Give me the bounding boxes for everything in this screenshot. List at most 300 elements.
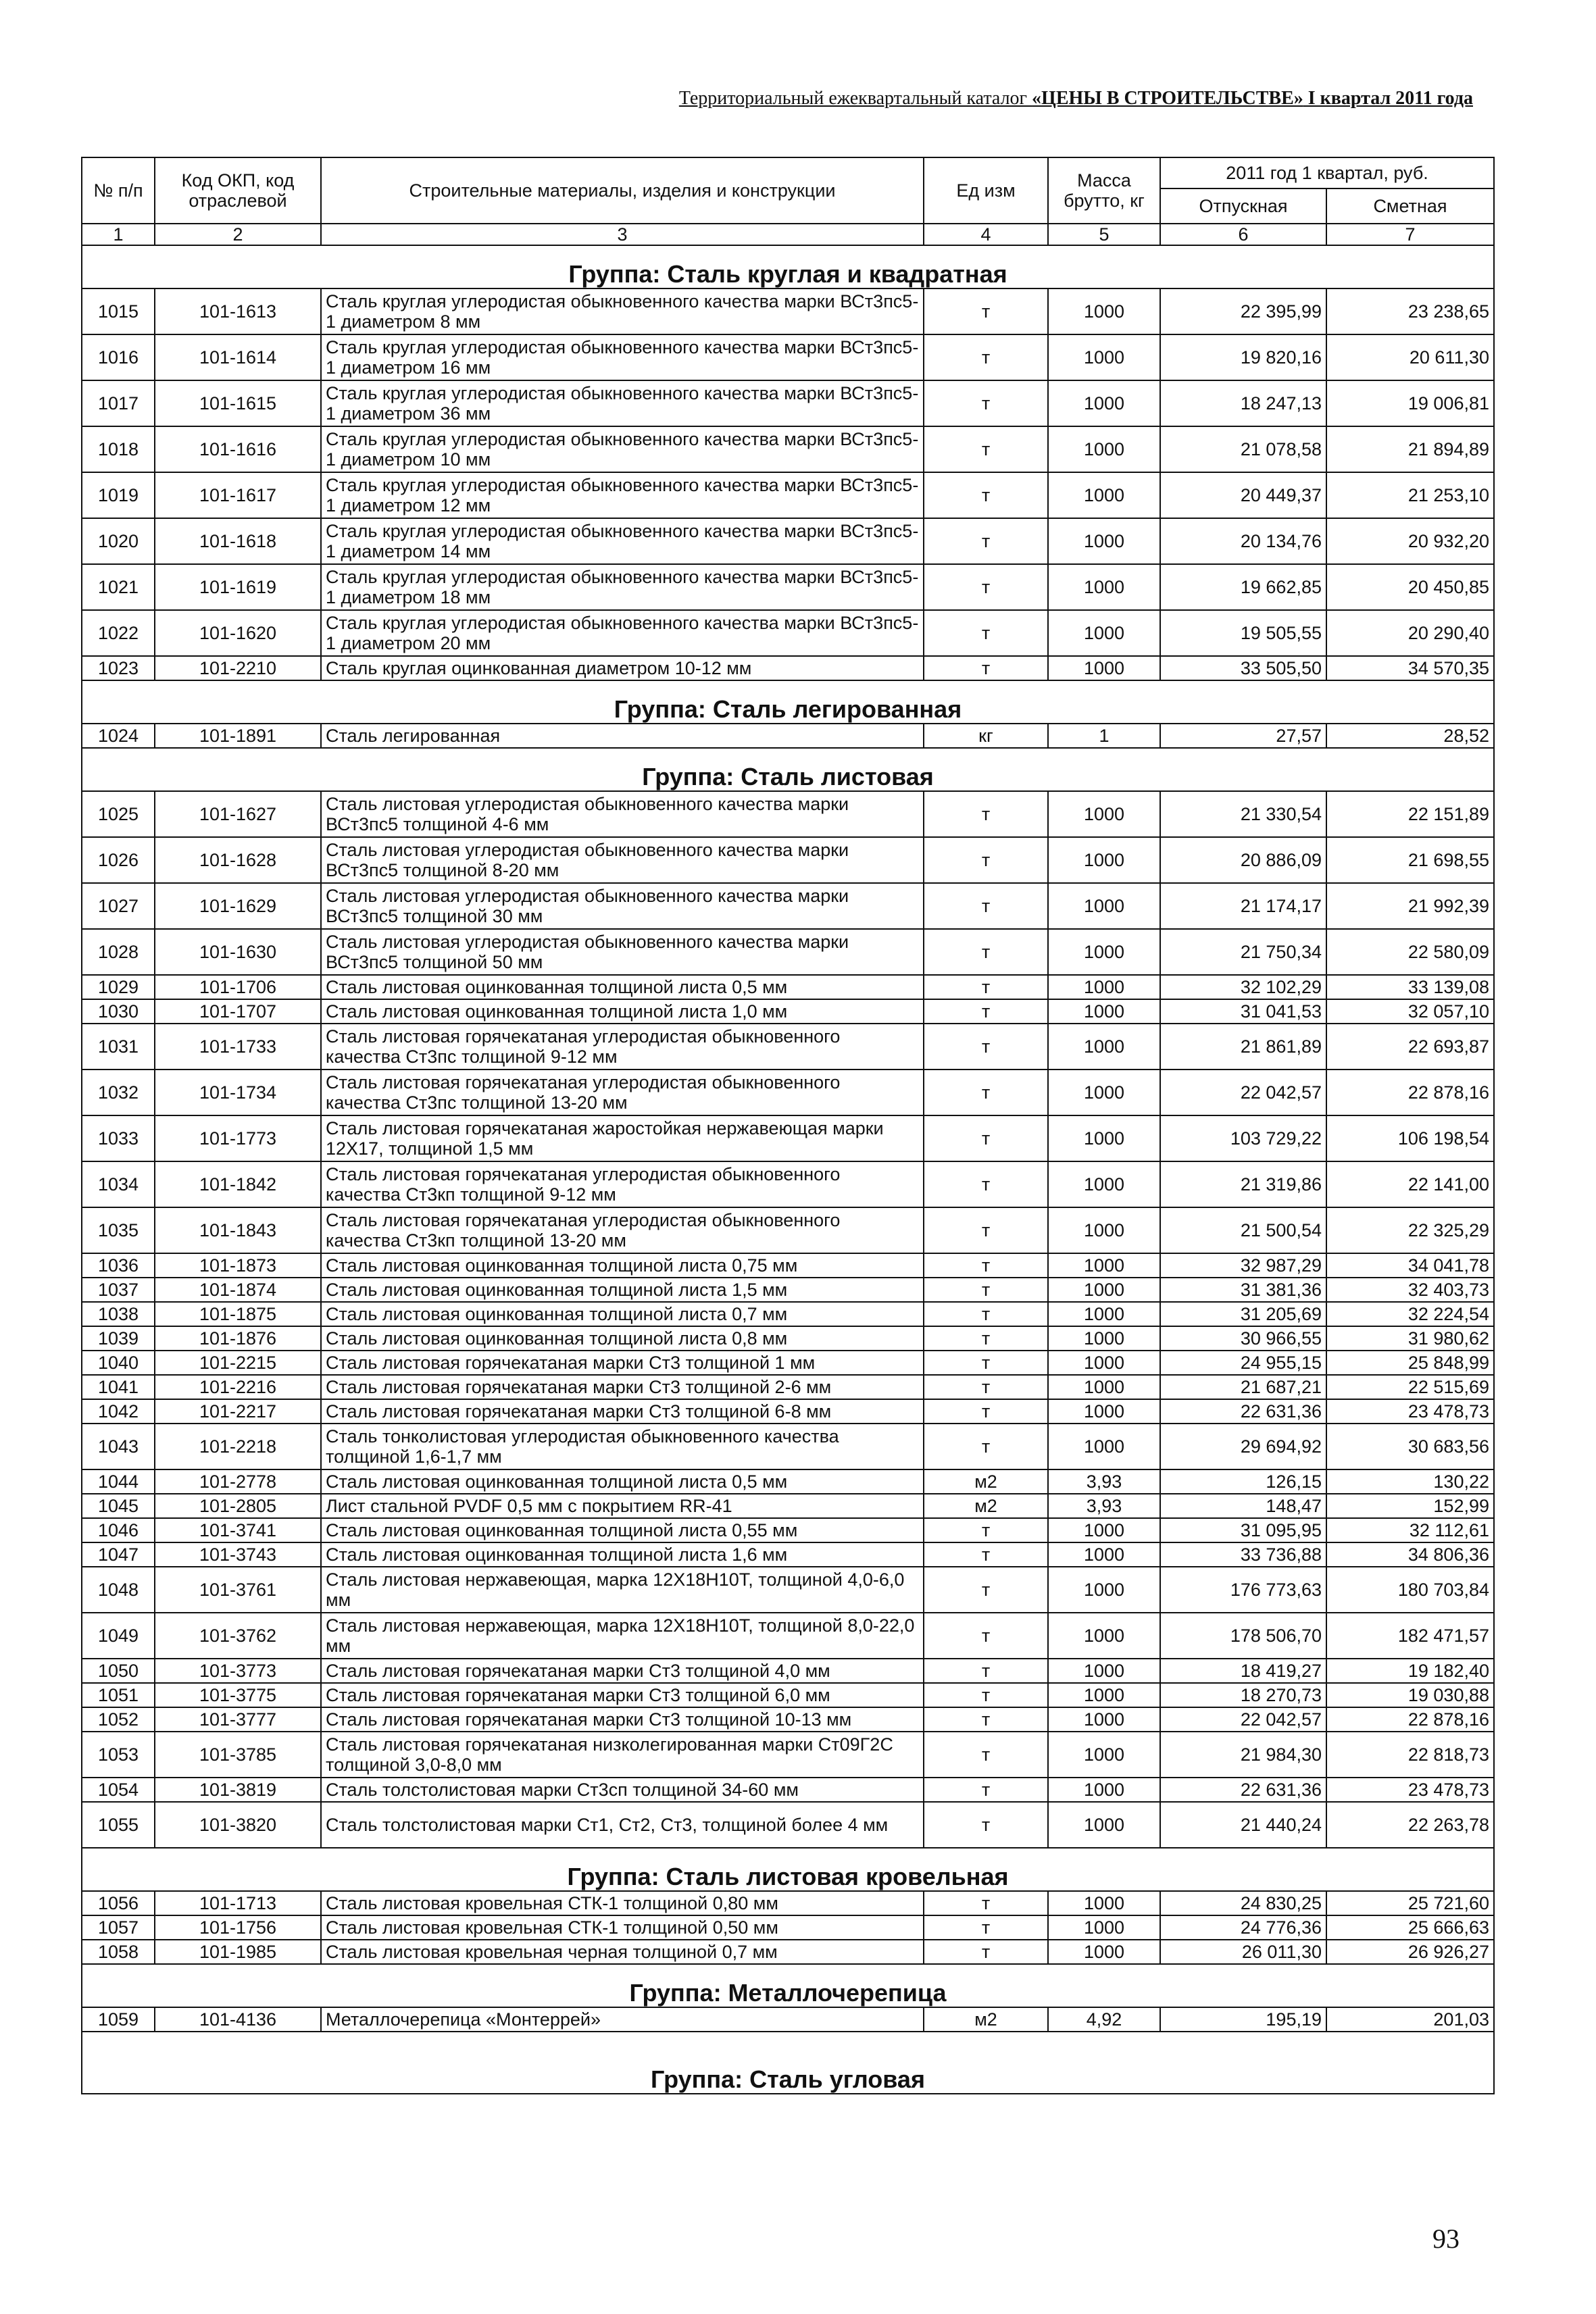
okp-code: 101-1706 [155, 975, 321, 999]
row-number: 1038 [82, 1302, 155, 1326]
release-price: 33 736,88 [1160, 1542, 1326, 1567]
table-row [82, 334, 1494, 380]
okp-code: 101-1873 [155, 1253, 321, 1278]
okp-code: 101-1613 [155, 288, 321, 334]
unit-of-measure: т [924, 610, 1048, 656]
release-price: 33 505,50 [1160, 656, 1326, 680]
row-number: 1040 [82, 1351, 155, 1375]
gross-mass: 1000 [1048, 1567, 1160, 1613]
okp-code: 101-1615 [155, 380, 321, 426]
table-row [82, 1683, 1494, 1707]
estimate-price: 34 806,36 [1326, 1542, 1494, 1567]
row-number: 1016 [82, 334, 155, 380]
estimate-price: 23 478,73 [1326, 1399, 1494, 1424]
estimate-price: 22 818,73 [1326, 1732, 1494, 1778]
gross-mass: 1000 [1048, 1915, 1160, 1940]
estimate-price: 20 450,85 [1326, 564, 1494, 610]
table-row [82, 1115, 1494, 1161]
estimate-price: 30 683,56 [1326, 1424, 1494, 1469]
gross-mass: 1000 [1048, 1802, 1160, 1848]
row-number: 1048 [82, 1567, 155, 1613]
row-number: 1059 [82, 2007, 155, 2032]
material-name: Сталь листовая оцинкованная толщиной листа 0,55 мм [321, 1518, 924, 1542]
okp-code: 101-1628 [155, 837, 321, 883]
gross-mass: 1000 [1048, 883, 1160, 929]
row-number: 1019 [82, 472, 155, 518]
unit-of-measure: м2 [924, 2007, 1048, 2032]
row-number: 1024 [82, 724, 155, 748]
unit-of-measure: т [924, 288, 1048, 334]
estimate-price: 22 878,16 [1326, 1707, 1494, 1732]
table-body [82, 245, 1494, 2094]
gross-mass: 1000 [1048, 1253, 1160, 1278]
row-number: 1050 [82, 1659, 155, 1683]
table-row [82, 1567, 1494, 1613]
group-row [82, 680, 1494, 724]
row-number: 1039 [82, 1326, 155, 1351]
unit-of-measure: т [924, 883, 1048, 929]
release-price: 195,19 [1160, 2007, 1326, 2032]
table-row [82, 1659, 1494, 1683]
okp-code: 101-2216 [155, 1375, 321, 1399]
table-row [82, 1302, 1494, 1326]
release-price: 148,47 [1160, 1494, 1326, 1518]
table-row [82, 1424, 1494, 1469]
okp-code: 101-1985 [155, 1940, 321, 1964]
estimate-price: 22 263,78 [1326, 1802, 1494, 1848]
material-name: Сталь листовая оцинкованная толщиной листа 0,5 мм [321, 975, 924, 999]
table-row [82, 656, 1494, 680]
okp-code: 101-4136 [155, 2007, 321, 2032]
okp-code: 101-1891 [155, 724, 321, 748]
unit-of-measure: т [924, 1375, 1048, 1399]
estimate-price: 23 478,73 [1326, 1778, 1494, 1802]
material-name: Сталь круглая углеродистая обыкновенного качества марки ВСт3пс5-1 диаметром 10 мм [321, 426, 924, 472]
gross-mass: 1000 [1048, 518, 1160, 564]
table-row [82, 2007, 1494, 2032]
release-price: 19 505,55 [1160, 610, 1326, 656]
estimate-price: 20 290,40 [1326, 610, 1494, 656]
gross-mass: 1000 [1048, 1613, 1160, 1659]
row-number: 1055 [82, 1802, 155, 1848]
material-name: Сталь листовая горячекатаная марки Ст3 толщиной 6,0 мм [321, 1683, 924, 1707]
material-name: Сталь тонколистовая углеродистая обыкновенного качества толщиной 1,6-1,7 мм [321, 1424, 924, 1469]
table-row [82, 472, 1494, 518]
estimate-price: 32 112,61 [1326, 1518, 1494, 1542]
gross-mass: 1000 [1048, 288, 1160, 334]
unit-of-measure: т [924, 334, 1048, 380]
material-name: Сталь листовая оцинкованная толщиной листа 0,5 мм [321, 1469, 924, 1494]
table-row [82, 1469, 1494, 1494]
unit-of-measure: т [924, 1732, 1048, 1778]
gross-mass: 1000 [1048, 610, 1160, 656]
group-title: Группа: Сталь листовая [82, 748, 1494, 791]
gross-mass: 1000 [1048, 656, 1160, 680]
okp-code: 101-1616 [155, 426, 321, 472]
group-title: Группа: Сталь круглая и квадратная [82, 245, 1494, 288]
unit-of-measure: т [924, 656, 1048, 680]
release-price: 24 830,25 [1160, 1891, 1326, 1915]
table-row [82, 1915, 1494, 1940]
unit-of-measure: т [924, 837, 1048, 883]
okp-code: 101-1630 [155, 929, 321, 975]
okp-code: 101-1733 [155, 1024, 321, 1070]
okp-code: 101-1734 [155, 1070, 321, 1115]
row-number: 1031 [82, 1024, 155, 1070]
unit-of-measure: м2 [924, 1494, 1048, 1518]
release-price: 21 861,89 [1160, 1024, 1326, 1070]
estimate-price: 26 926,27 [1326, 1940, 1494, 1964]
material-name: Сталь круглая углеродистая обыкновенного качества марки ВСт3пс5-1 диаметром 18 мм [321, 564, 924, 610]
table-row [82, 1326, 1494, 1351]
release-price: 19 662,85 [1160, 564, 1326, 610]
estimate-price: 21 894,89 [1326, 426, 1494, 472]
group-title: Группа: Сталь угловая [82, 2032, 1494, 2094]
estimate-price: 152,99 [1326, 1494, 1494, 1518]
estimate-price: 180 703,84 [1326, 1567, 1494, 1613]
release-price: 22 631,36 [1160, 1778, 1326, 1802]
row-number: 1054 [82, 1778, 155, 1802]
unit-of-measure: т [924, 1659, 1048, 1683]
okp-code: 101-1875 [155, 1302, 321, 1326]
okp-code: 101-3761 [155, 1567, 321, 1613]
table-row [82, 288, 1494, 334]
gross-mass: 1000 [1048, 1424, 1160, 1469]
okp-code: 101-1627 [155, 791, 321, 837]
gross-mass: 1000 [1048, 334, 1160, 380]
material-name: Сталь листовая оцинкованная толщиной листа 0,7 мм [321, 1302, 924, 1326]
estimate-price: 130,22 [1326, 1469, 1494, 1494]
release-price: 21 078,58 [1160, 426, 1326, 472]
okp-code: 101-1773 [155, 1115, 321, 1161]
release-price: 20 886,09 [1160, 837, 1326, 883]
unit-of-measure: т [924, 1161, 1048, 1207]
unit-of-measure: т [924, 1778, 1048, 1802]
row-number: 1026 [82, 837, 155, 883]
estimate-price: 32 057,10 [1326, 999, 1494, 1024]
table-row [82, 518, 1494, 564]
estimate-price: 19 182,40 [1326, 1659, 1494, 1683]
release-price: 21 319,86 [1160, 1161, 1326, 1207]
unit-of-measure: т [924, 1518, 1048, 1542]
row-number: 1022 [82, 610, 155, 656]
header-catalog-title: «ЦЕНЫ В СТРОИТЕЛЬСТВЕ» [1032, 88, 1303, 109]
gross-mass: 1000 [1048, 1683, 1160, 1707]
table-row [82, 1278, 1494, 1302]
material-name: Сталь листовая горячекатаная марки Ст3 толщиной 4,0 мм [321, 1659, 924, 1683]
okp-code: 101-1614 [155, 334, 321, 380]
page-number: 93 [1432, 2223, 1460, 2254]
unit-of-measure: т [924, 1915, 1048, 1940]
material-name: Сталь листовая кровельная черная толщиной 0,7 мм [321, 1940, 924, 1964]
column-index: 5 [1048, 224, 1160, 245]
material-name: Металлочерепица «Монтеррей» [321, 2007, 924, 2032]
unit-of-measure: т [924, 1326, 1048, 1351]
row-number: 1034 [82, 1161, 155, 1207]
table-row [82, 1024, 1494, 1070]
gross-mass: 1000 [1048, 1940, 1160, 1964]
gross-mass: 1000 [1048, 929, 1160, 975]
estimate-price: 22 325,29 [1326, 1207, 1494, 1253]
release-price: 21 750,34 [1160, 929, 1326, 975]
okp-code: 101-3741 [155, 1518, 321, 1542]
gross-mass: 1000 [1048, 1070, 1160, 1115]
okp-code: 101-1619 [155, 564, 321, 610]
release-price: 19 820,16 [1160, 334, 1326, 380]
material-name: Сталь листовая горячекатаная марки Ст3 толщиной 6-8 мм [321, 1399, 924, 1424]
gross-mass: 3,93 [1048, 1469, 1160, 1494]
unit-of-measure: т [924, 1567, 1048, 1613]
unit-of-measure: т [924, 1399, 1048, 1424]
estimate-price: 21 253,10 [1326, 472, 1494, 518]
estimate-price: 23 238,65 [1326, 288, 1494, 334]
table-row [82, 1161, 1494, 1207]
row-number: 1049 [82, 1613, 155, 1659]
material-name: Сталь листовая оцинкованная толщиной листа 0,75 мм [321, 1253, 924, 1278]
table-row [82, 883, 1494, 929]
table-row [82, 837, 1494, 883]
release-price: 178 506,70 [1160, 1613, 1326, 1659]
row-number: 1041 [82, 1375, 155, 1399]
estimate-price: 22 580,09 [1326, 929, 1494, 975]
column-index: 3 [321, 224, 924, 245]
material-name: Сталь листовая оцинкованная толщиной листа 1,6 мм [321, 1542, 924, 1567]
unit-of-measure: т [924, 518, 1048, 564]
header-code: Код ОКП, код отраслевой [155, 157, 321, 224]
material-name: Сталь легированная [321, 724, 924, 748]
okp-code: 101-2805 [155, 1494, 321, 1518]
table-row [82, 1613, 1494, 1659]
material-name: Сталь листовая горячекатаная марки Ст3 толщиной 2-6 мм [321, 1375, 924, 1399]
release-price: 22 395,99 [1160, 288, 1326, 334]
release-price: 24 955,15 [1160, 1351, 1326, 1375]
estimate-price: 33 139,08 [1326, 975, 1494, 999]
material-name: Сталь круглая углеродистая обыкновенного качества марки ВСт3пс5-1 диаметром 16 мм [321, 334, 924, 380]
material-name: Сталь листовая горячекатаная углеродистая обыкновенного качества Ст3пс толщиной 13-20 мм [321, 1070, 924, 1115]
okp-code: 101-3775 [155, 1683, 321, 1707]
row-number: 1025 [82, 791, 155, 837]
release-price: 21 330,54 [1160, 791, 1326, 837]
okp-code: 101-1876 [155, 1326, 321, 1351]
gross-mass: 1000 [1048, 791, 1160, 837]
unit-of-measure: т [924, 929, 1048, 975]
estimate-price: 34 041,78 [1326, 1253, 1494, 1278]
material-name: Сталь листовая оцинкованная толщиной листа 1,5 мм [321, 1278, 924, 1302]
estimate-price: 25 848,99 [1326, 1351, 1494, 1375]
unit-of-measure: т [924, 1940, 1048, 1964]
okp-code: 101-3820 [155, 1802, 321, 1848]
unit-of-measure: т [924, 1115, 1048, 1161]
header-num: № п/п [82, 157, 155, 224]
row-number: 1044 [82, 1469, 155, 1494]
estimate-price: 20 932,20 [1326, 518, 1494, 564]
estimate-price: 22 515,69 [1326, 1375, 1494, 1399]
row-number: 1036 [82, 1253, 155, 1278]
estimate-price: 22 878,16 [1326, 1070, 1494, 1115]
gross-mass: 1000 [1048, 1351, 1160, 1375]
row-number: 1021 [82, 564, 155, 610]
group-row [82, 2032, 1494, 2094]
group-row [82, 1848, 1494, 1891]
estimate-price: 201,03 [1326, 2007, 1494, 2032]
release-price: 21 687,21 [1160, 1375, 1326, 1399]
header-name: Строительные материалы, изделия и конструкции [321, 157, 924, 224]
material-name: Лист стальной PVDF 0,5 мм с покрытием RR-41 [321, 1494, 924, 1518]
row-number: 1030 [82, 999, 155, 1024]
gross-mass: 1000 [1048, 1542, 1160, 1567]
unit-of-measure: т [924, 1613, 1048, 1659]
release-price: 18 247,13 [1160, 380, 1326, 426]
gross-mass: 1000 [1048, 1161, 1160, 1207]
group-row [82, 748, 1494, 791]
table-row [82, 1375, 1494, 1399]
okp-code: 101-1874 [155, 1278, 321, 1302]
row-number: 1052 [82, 1707, 155, 1732]
table-row [82, 1253, 1494, 1278]
release-price: 29 694,92 [1160, 1424, 1326, 1469]
material-name: Сталь листовая углеродистая обыкновенного качества марки ВСт3пс5 толщиной 8-20 мм [321, 837, 924, 883]
unit-of-measure: т [924, 1891, 1048, 1915]
row-number: 1029 [82, 975, 155, 999]
okp-code: 101-3762 [155, 1613, 321, 1659]
release-price: 21 984,30 [1160, 1732, 1326, 1778]
release-price: 26 011,30 [1160, 1940, 1326, 1964]
release-price: 20 449,37 [1160, 472, 1326, 518]
gross-mass: 1000 [1048, 1278, 1160, 1302]
gross-mass: 4,92 [1048, 2007, 1160, 2032]
row-number: 1046 [82, 1518, 155, 1542]
row-number: 1043 [82, 1424, 155, 1469]
row-number: 1047 [82, 1542, 155, 1567]
okp-code: 101-2215 [155, 1351, 321, 1375]
release-price: 21 500,54 [1160, 1207, 1326, 1253]
estimate-price: 32 403,73 [1326, 1278, 1494, 1302]
price-table [81, 157, 1495, 2094]
table-row [82, 610, 1494, 656]
material-name: Сталь листовая нержавеющая, марка 12Х18Н10Т, толщиной 8,0-22,0 мм [321, 1613, 924, 1659]
material-name: Сталь листовая горячекатаная углеродистая обыкновенного качества Ст3кп толщиной 13-20 мм [321, 1207, 924, 1253]
header-prefix: Территориальный ежеквартальный каталог [678, 88, 1032, 109]
unit-of-measure: т [924, 1070, 1048, 1115]
table-row [82, 1070, 1494, 1115]
gross-mass: 1000 [1048, 1732, 1160, 1778]
material-name: Сталь листовая углеродистая обыкновенного качества марки ВСт3пс5 толщиной 50 мм [321, 929, 924, 975]
material-name: Сталь листовая кровельная СТК-1 толщиной 0,80 мм [321, 1891, 924, 1915]
material-name: Сталь круглая углеродистая обыкновенного качества марки ВСт3пс5-1 диаметром 14 мм [321, 518, 924, 564]
gross-mass: 1 [1048, 724, 1160, 748]
okp-code: 101-2217 [155, 1399, 321, 1424]
table-row [82, 929, 1494, 975]
release-price: 32 987,29 [1160, 1253, 1326, 1278]
material-name: Сталь листовая углеродистая обыкновенного качества марки ВСт3пс5 толщиной 30 мм [321, 883, 924, 929]
gross-mass: 1000 [1048, 380, 1160, 426]
estimate-price: 20 611,30 [1326, 334, 1494, 380]
release-price: 21 440,24 [1160, 1802, 1326, 1848]
material-name: Сталь листовая углеродистая обыкновенного качества марки ВСт3пс5 толщиной 4-6 мм [321, 791, 924, 837]
column-index: 2 [155, 224, 321, 245]
gross-mass: 1000 [1048, 472, 1160, 518]
okp-code: 101-3773 [155, 1659, 321, 1683]
column-index: 4 [924, 224, 1048, 245]
estimate-price: 106 198,54 [1326, 1115, 1494, 1161]
row-number: 1027 [82, 883, 155, 929]
table-row [82, 1778, 1494, 1802]
material-name: Сталь круглая углеродистая обыкновенного качества марки ВСт3пс5-1 диаметром 20 мм [321, 610, 924, 656]
gross-mass: 1000 [1048, 564, 1160, 610]
estimate-price: 182 471,57 [1326, 1613, 1494, 1659]
table-row [82, 1518, 1494, 1542]
gross-mass: 1000 [1048, 1778, 1160, 1802]
okp-code: 101-3785 [155, 1732, 321, 1778]
row-number: 1056 [82, 1891, 155, 1915]
material-name: Сталь листовая оцинкованная толщиной листа 0,8 мм [321, 1326, 924, 1351]
gross-mass: 1000 [1048, 975, 1160, 999]
release-price: 31 205,69 [1160, 1302, 1326, 1326]
okp-code: 101-3777 [155, 1707, 321, 1732]
release-price: 31 041,53 [1160, 999, 1326, 1024]
table-row [82, 564, 1494, 610]
gross-mass: 1000 [1048, 1302, 1160, 1326]
okp-code: 101-1620 [155, 610, 321, 656]
gross-mass: 1000 [1048, 837, 1160, 883]
unit-of-measure: т [924, 1024, 1048, 1070]
material-name: Сталь листовая горячекатаная углеродистая обыкновенного качества Ст3кп толщиной 9-12 мм [321, 1161, 924, 1207]
row-number: 1057 [82, 1915, 155, 1940]
table-row [82, 999, 1494, 1024]
group-title: Группа: Металлочерепица [82, 1964, 1494, 2007]
gross-mass: 3,93 [1048, 1494, 1160, 1518]
group-row [82, 1964, 1494, 2007]
material-name: Сталь листовая горячекатаная низколегированная марки Ст09Г2С толщиной 3,0-8,0 мм [321, 1732, 924, 1778]
table-row [82, 724, 1494, 748]
row-number: 1053 [82, 1732, 155, 1778]
header-period: 2011 год 1 квартал, руб. [1160, 157, 1494, 188]
table-row [82, 1207, 1494, 1253]
estimate-price: 31 980,62 [1326, 1326, 1494, 1351]
header-release-price: Отпускная [1160, 188, 1326, 224]
unit-of-measure: т [924, 1351, 1048, 1375]
column-index: 1 [82, 224, 155, 245]
table-row [82, 1707, 1494, 1732]
estimate-price: 34 570,35 [1326, 656, 1494, 680]
material-name: Сталь листовая горячекатаная марки Ст3 толщиной 10-13 мм [321, 1707, 924, 1732]
unit-of-measure: т [924, 564, 1048, 610]
unit-of-measure: т [924, 1683, 1048, 1707]
table-row [82, 426, 1494, 472]
estimate-price: 19 006,81 [1326, 380, 1494, 426]
table-row [82, 1494, 1494, 1518]
release-price: 24 776,36 [1160, 1915, 1326, 1940]
release-price: 21 174,17 [1160, 883, 1326, 929]
okp-code: 101-1707 [155, 999, 321, 1024]
unit-of-measure: т [924, 1253, 1048, 1278]
okp-code: 101-1843 [155, 1207, 321, 1253]
unit-of-measure: т [924, 1302, 1048, 1326]
release-price: 20 134,76 [1160, 518, 1326, 564]
okp-code: 101-1756 [155, 1915, 321, 1940]
row-number: 1051 [82, 1683, 155, 1707]
estimate-price: 25 721,60 [1326, 1891, 1494, 1915]
row-number: 1037 [82, 1278, 155, 1302]
row-number: 1032 [82, 1070, 155, 1115]
okp-code: 101-1713 [155, 1891, 321, 1915]
gross-mass: 1000 [1048, 999, 1160, 1024]
unit-of-measure: т [924, 975, 1048, 999]
gross-mass: 1000 [1048, 1115, 1160, 1161]
okp-code: 101-1617 [155, 472, 321, 518]
gross-mass: 1000 [1048, 1891, 1160, 1915]
okp-code: 101-3743 [155, 1542, 321, 1567]
